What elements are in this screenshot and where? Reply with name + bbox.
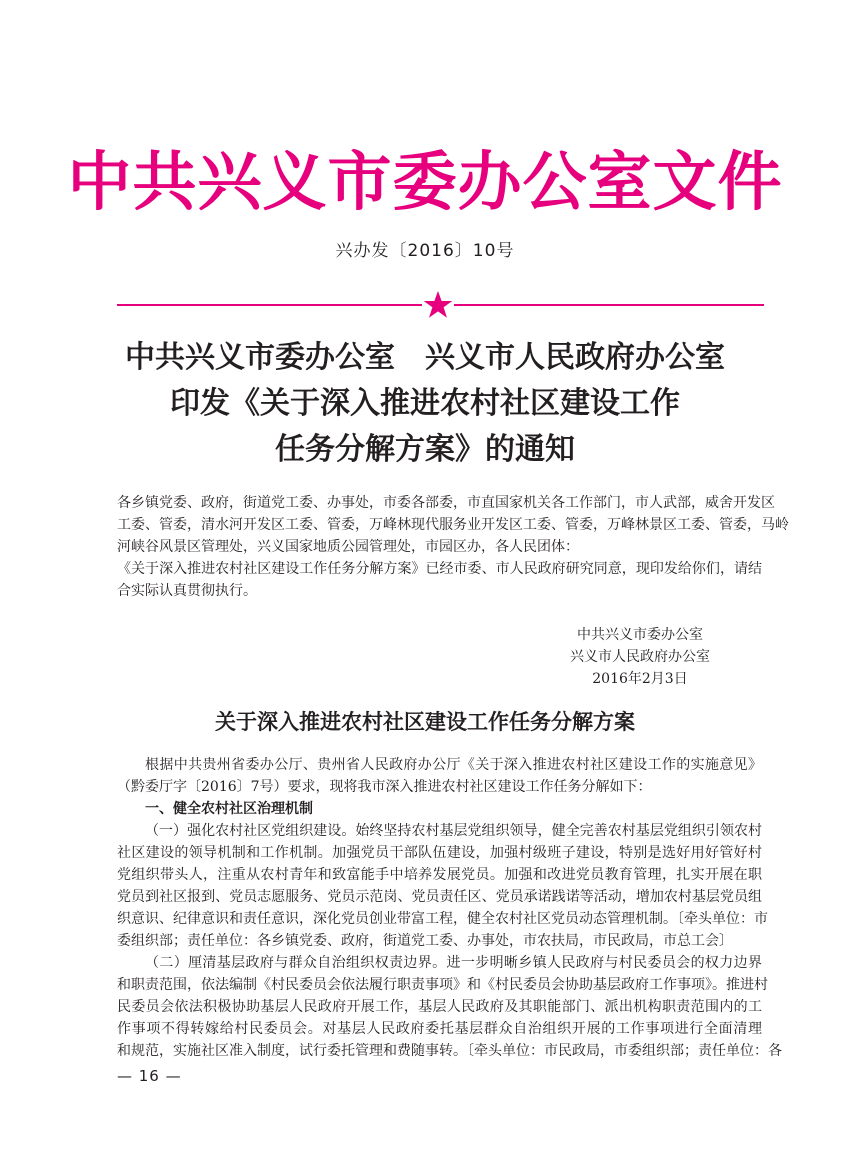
recipients-line: 工委、管委，清水河开发区工委、管委，万峰林现代服务业开发区工委、管委，万峰林景区工委、管委，马岭 <box>117 517 789 533</box>
plan-intro-line: 根据中共贵州省委办公厅、贵州省人民政府办公厅《关于深入推进农村社区建设工作的实施意见》 <box>145 757 762 773</box>
document-number: 兴办发〔2016〕10号 <box>335 241 515 261</box>
signature-issuer-2: 兴义市人民政府办公室 <box>570 649 710 665</box>
item-text-line: （一）强化农村社区党组织建设。始终坚持农村基层党组织领导，健全完善农村基层党组织引领农村 <box>145 823 762 839</box>
item-text-line: 织意识、纪律意识和责任意识，深化党员创业带富工程，健全农村社区党员动态管理机制。〔牵头单位：市 <box>117 911 768 927</box>
document-header-title: 中共兴义市委办公室文件 <box>67 145 783 220</box>
plan-title: 关于深入推进农村社区建设工作任务分解方案 <box>215 709 635 734</box>
item-text-line: 作事项不得转嫁给村民委员会。对基层人民政府委托基层群众自治组织开展的工作事项进行全面清理 <box>117 1021 762 1037</box>
section-heading: 一、健全农村社区治理机制 <box>145 801 313 817</box>
notice-body-line: 合实际认真贯彻执行。 <box>117 583 257 599</box>
item-text-line: 委组织部；责任单位：各乡镇党委、政府，街道党工委、办事处，市农扶局，市民政局，市总工会〕 <box>117 933 733 949</box>
red-star-icon <box>422 289 454 321</box>
item-text-line: 和职责范围，依法编制《村民委员会依法履行职责事项》和《村民委员会协助基层政府工作事项》。推进村 <box>117 977 768 993</box>
item-text-line: （二）厘清基层政府与群众自治组织权责边界。进一步明晰乡镇人民政府与村民委员会的权力边界 <box>145 955 762 971</box>
item-text-line: 社区建设的领导机制和工作机制。加强党员干部队伍建设，加强村级班子建设，特别是选好用好管好村 <box>117 845 762 861</box>
signature-issuer-1: 中共兴义市委办公室 <box>577 627 703 643</box>
notice-title-line-2: 印发《关于深入推进农村社区建设工作 <box>170 386 680 421</box>
recipients-line: 各乡镇党委、政府，街道党工委、办事处，市委各部委，市直国家机关各工作部门，市人武部，威舍开发区 <box>117 495 775 511</box>
page-number: — 16 — <box>117 1067 182 1085</box>
notice-body-line: 《关于深入推进农村社区建设工作任务分解方案》已经市委、市人民政府研究同意，现印发给你们，请结 <box>117 561 762 577</box>
notice-title-line-1: 中共兴义市委办公室 兴义市人民政府办公室 <box>125 340 725 375</box>
plan-intro-line: （黔委厅字〔2016〕7号）要求，现将我市深入推进农村社区建设工作任务分解如下： <box>117 779 652 795</box>
item-text-line: 党组织带头人，注重从农村青年和致富能手中培养发展党员。加强和改进党员教育管理，扎实开展在职 <box>117 867 762 883</box>
signature-date: 2016年2月3日 <box>592 671 688 687</box>
recipients-line: 河峡谷风景区管理处，兴义国家地质公园管理处，市园区办，各人民团体： <box>117 539 579 555</box>
red-divider-right <box>454 304 764 306</box>
red-divider-left <box>117 304 422 306</box>
notice-title-line-3: 任务分解方案》的通知 <box>275 432 575 467</box>
item-text-line: 民委员会依法积极协助基层人民政府开展工作，基层人民政府及其职能部门、派出机构职责范围内的工 <box>117 999 762 1015</box>
item-text-line: 和规范，实施社区准入制度，试行委托管理和费随事转。〔牵头单位：市民政局，市委组织部；责任单位：各 <box>117 1043 782 1059</box>
item-text-line: 党员到社区报到、党员志愿服务、党员示范岗、党员责任区、党员承诺践诺等活动，增加农村基层党员组 <box>117 889 762 905</box>
